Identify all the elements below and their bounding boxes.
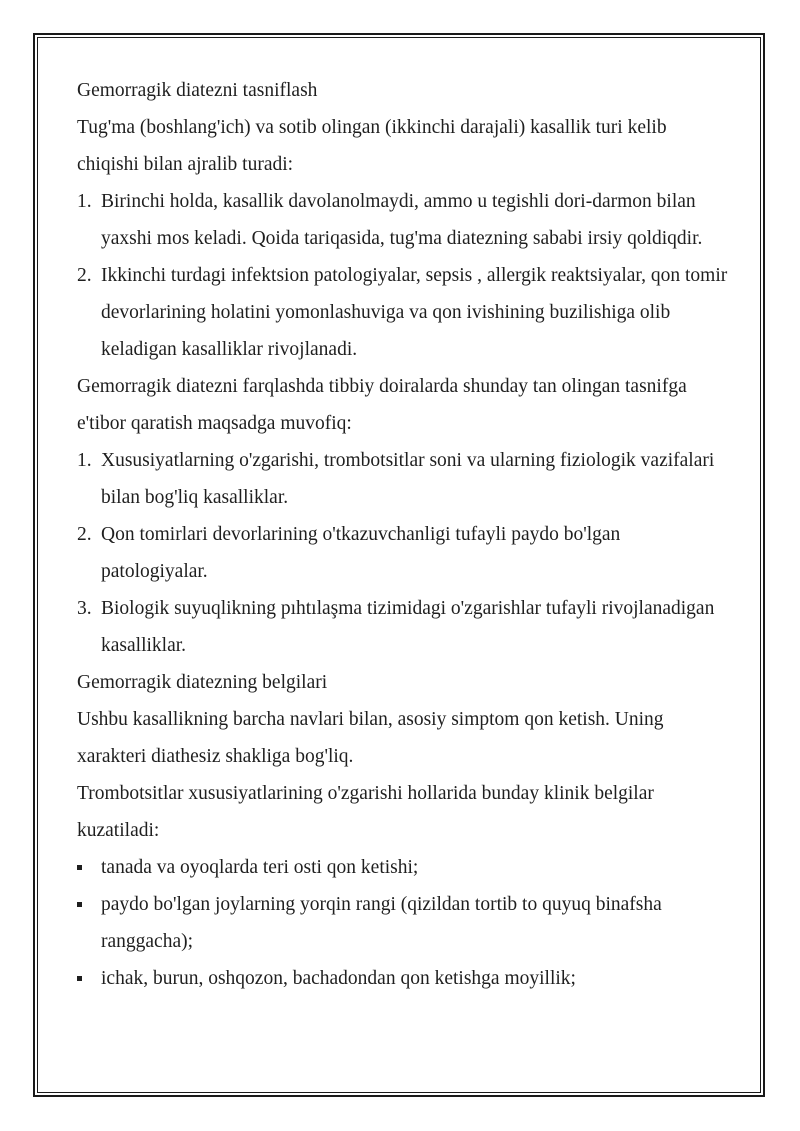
list-item-text: Biologik suyuqlikning pıhtılaşma tizimidagi o'zgarishlar tufayli rivojlanadigan kasalliklar.: [101, 598, 715, 656]
list-number: 1.: [77, 450, 92, 471]
list-item-text: Xususiyatlarning o'zgarishi, trombotsitlar soni va ularning fiziologik vazifalari bilan bog'liq kasalliklar.: [101, 450, 715, 508]
square-bullet-icon: [77, 902, 82, 907]
document-body: [77, 72, 729, 997]
list-number: 3.: [77, 598, 92, 619]
list-number: 2.: [77, 524, 92, 545]
list-number: 2.: [77, 265, 92, 286]
numbered-list-2: [77, 442, 729, 664]
bullet-item: [77, 960, 729, 997]
symptoms-paragraph-1: Ushbu kasallikning barcha navlari bilan, asosiy simptom qon ketish. Uning xarakteri diathesiz shakliga bog'liq.: [77, 709, 664, 767]
list-item: [77, 590, 729, 664]
square-bullet-icon: [77, 976, 82, 981]
heading-classification: Gemorragik diatezni tasniflash: [77, 80, 318, 101]
list-item: [77, 516, 729, 590]
intro-paragraph-2: Gemorragik diatezni farqlashda tibbiy doiralarda shunday tan olingan tasnifga e'tibor qaratish maqsadga muvofiq:: [77, 376, 687, 434]
numbered-list-1: [77, 183, 729, 368]
bullet-item: [77, 886, 729, 960]
bullet-item-text: tanada va oyoqlarda teri osti qon ketishi;: [101, 857, 419, 878]
intro-paragraph-1: Tug'ma (boshlang'ich) va sotib olingan (ikkinchi darajali) kasallik turi kelib chiqishi bilan ajralib turadi:: [77, 117, 667, 175]
list-item-text: Birinchi holda, kasallik davolanolmaydi, ammo u tegishli dori-darmon bilan yaxshi mos keladi. Qoida tariqasida, tug'ma diatezning sababi irsiy qoldiqdir.: [101, 191, 703, 249]
symptoms-paragraph-2: Trombotsitlar xususiyatlarining o'zgarishi hollarida bunday klinik belgilar kuzatiladi:: [77, 783, 654, 841]
bullet-item-text: ichak, burun, oshqozon, bachadondan qon ketishga moyillik;: [101, 968, 576, 989]
bullet-item-text: paydo bo'lgan joylarning yorqin rangi (qizildan tortib to quyuq binafsha ranggacha);: [101, 894, 662, 952]
list-item: [77, 257, 729, 368]
bullet-list: [77, 849, 729, 997]
list-item-text: Qon tomirlari devorlarining o'tkazuvchanligi tufayli paydo bo'lgan patologiyalar.: [101, 524, 621, 582]
list-item: [77, 442, 729, 516]
square-bullet-icon: [77, 865, 82, 870]
list-item-text: Ikkinchi turdagi infektsion patologiyalar, sepsis , allergik reaktsiyalar, qon tomir devorlarining holatini yomonlashuviga va qon ivishining buzilishiga olib keladigan kasalliklar rivojlanadi.: [101, 265, 728, 360]
heading-symptoms: Gemorragik diatezning belgilari: [77, 672, 328, 693]
list-item: [77, 183, 729, 257]
bullet-item: [77, 849, 729, 886]
list-number: 1.: [77, 191, 92, 212]
